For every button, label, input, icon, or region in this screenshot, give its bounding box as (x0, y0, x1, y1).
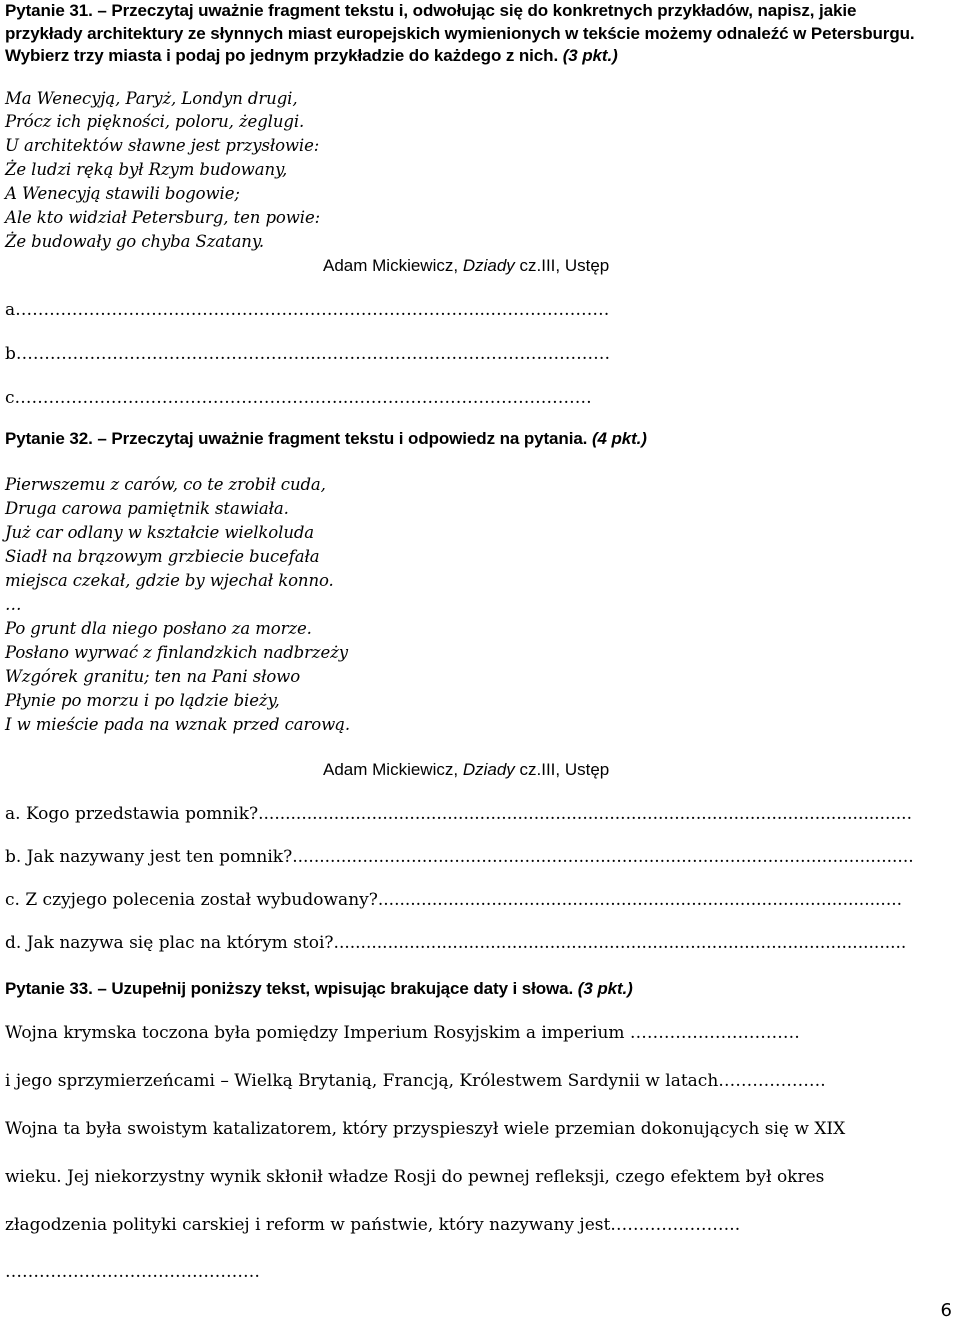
q32-question-c[interactable]: c. Z czyjego polecenia został wybudowany?................................................................................................. (5, 890, 903, 910)
q33-heading: Pytanie 33. – Uzupełnij poniższy tekst, wpisując brakujące daty i słowa. (3 pkt.) (5, 979, 633, 998)
q31-poem-line: U architektów sławne jest przysłowie: (5, 136, 320, 155)
q32-question-b[interactable]: b. Jak nazywany jest ten pomnik?................................................................................................................... (5, 847, 914, 867)
q33-text-line: Wojna ta była swoistym katalizatorem, który przyspieszył wiele przemian dokonujących się w XIX (5, 1119, 846, 1139)
q31-poem-line: Że budowały go chyba Szatany. (5, 232, 265, 251)
q31-heading-line1: Pytanie 31. – Przeczytaj uważnie fragment tekstu i, odwołując się do konkretnych przykładów, napisz, jakie (5, 1, 857, 20)
q32-points: (4 pkt.) (591, 429, 647, 448)
q32-heading: Pytanie 32. – Przeczytaj uważnie fragment tekstu i odpowiedz na pytania. (4 pkt.) (5, 429, 647, 448)
q31-answer-line-b[interactable]: b……………………………………………...…………………………………………… (5, 344, 611, 364)
q32-poem-line: Już car odlany w kształcie wielkoluda (5, 523, 315, 542)
q32-poem-line: I w mieście pada na wznak przed carową. (5, 715, 351, 734)
q32-poem-line: Pierwszemu z carów, co te zrobił cuda, (5, 475, 326, 494)
q31-poem-line: Prócz ich piękności, poloru, żeglugi. (5, 112, 305, 131)
q32-poem-line: Po grunt dla niego posłano za morze. (5, 619, 312, 638)
q31-poem-line: A Wenecyją stawili bogowie; (5, 184, 240, 203)
q31-poem-line: Że ludzi ręką był Rzym budowany, (5, 160, 288, 179)
q32-poem-line: Posłano wyrwać z finlandzkich nadbrzeży (5, 643, 348, 662)
q31-source: Adam Mickiewicz, Dziady cz.III, Ustęp (323, 256, 610, 275)
q33-text-line[interactable]: Wojna krymska toczona była pomiędzy Imperium Rosyjskim a imperium ………………………… (5, 1023, 800, 1043)
q32-question-d[interactable]: d. Jak nazywa się plac na którym stoi?.......................................................................................................... (5, 933, 907, 953)
q32-poem-line: Płynie po morzu i po lądzie bieży, (5, 691, 280, 710)
q31-heading-line2: przykłady architektury ze słynnych miast europejskich wymienionych w tekście możemy odnaleźć w Petersburgu. (5, 24, 915, 43)
q31-heading-line3: Wybierz trzy miasta i podaj po jednym przykładzie do każdego z nich. (3 pkt.) (5, 46, 618, 65)
q33-points: (3 pkt.) (577, 979, 633, 998)
q32-poem-line: Wzgórek granitu; ten na Pani słowo (5, 667, 301, 686)
q33-text-line: wieku. Jej niekorzystny wynik skłonił władze Rosji do pewnej refleksji, czego efektem był okres (5, 1167, 825, 1187)
q32-poem-ellipsis: … (5, 595, 22, 614)
q32-poem-line: Druga carowa pamiętnik stawiała. (5, 499, 289, 518)
page-number: 6 (940, 1300, 952, 1321)
q31-points: (3 pkt.) (562, 46, 618, 65)
q32-source: Adam Mickiewicz, Dziady cz.III, Ustęp (323, 760, 610, 779)
q33-text-line[interactable]: złagodzenia polityki carskiej i reform w państwie, który nazywany jest………………….. (5, 1215, 741, 1235)
q31-answer-line-c[interactable]: c…………………………………………………...…………………………………… (5, 388, 592, 408)
q33-text-line[interactable]: i jego sprzymierzeńcami – Wielką Brytanią, Francją, Królestwem Sardynii w latach………………. (5, 1071, 826, 1091)
q31-poem-line: Ale kto widział Petersburg, ten powie: (5, 208, 321, 227)
q31-answer-line-a[interactable]: a………………………………………………………………………...………………… (5, 300, 610, 320)
q32-poem-line: miejsca czekał, gdzie by wjechał konno. (5, 571, 334, 590)
q32-poem-line: Siadł na brązowym grzbiecie bucefała (5, 547, 320, 566)
q33-text-line[interactable]: ……………………………………… (5, 1262, 260, 1282)
q32-question-a[interactable]: a. Kogo przedstawia pomnik?......................................................................................................................... (5, 804, 912, 824)
q31-poem-line: Ma Wenecyją, Paryż, Londyn drugi, (5, 89, 298, 108)
